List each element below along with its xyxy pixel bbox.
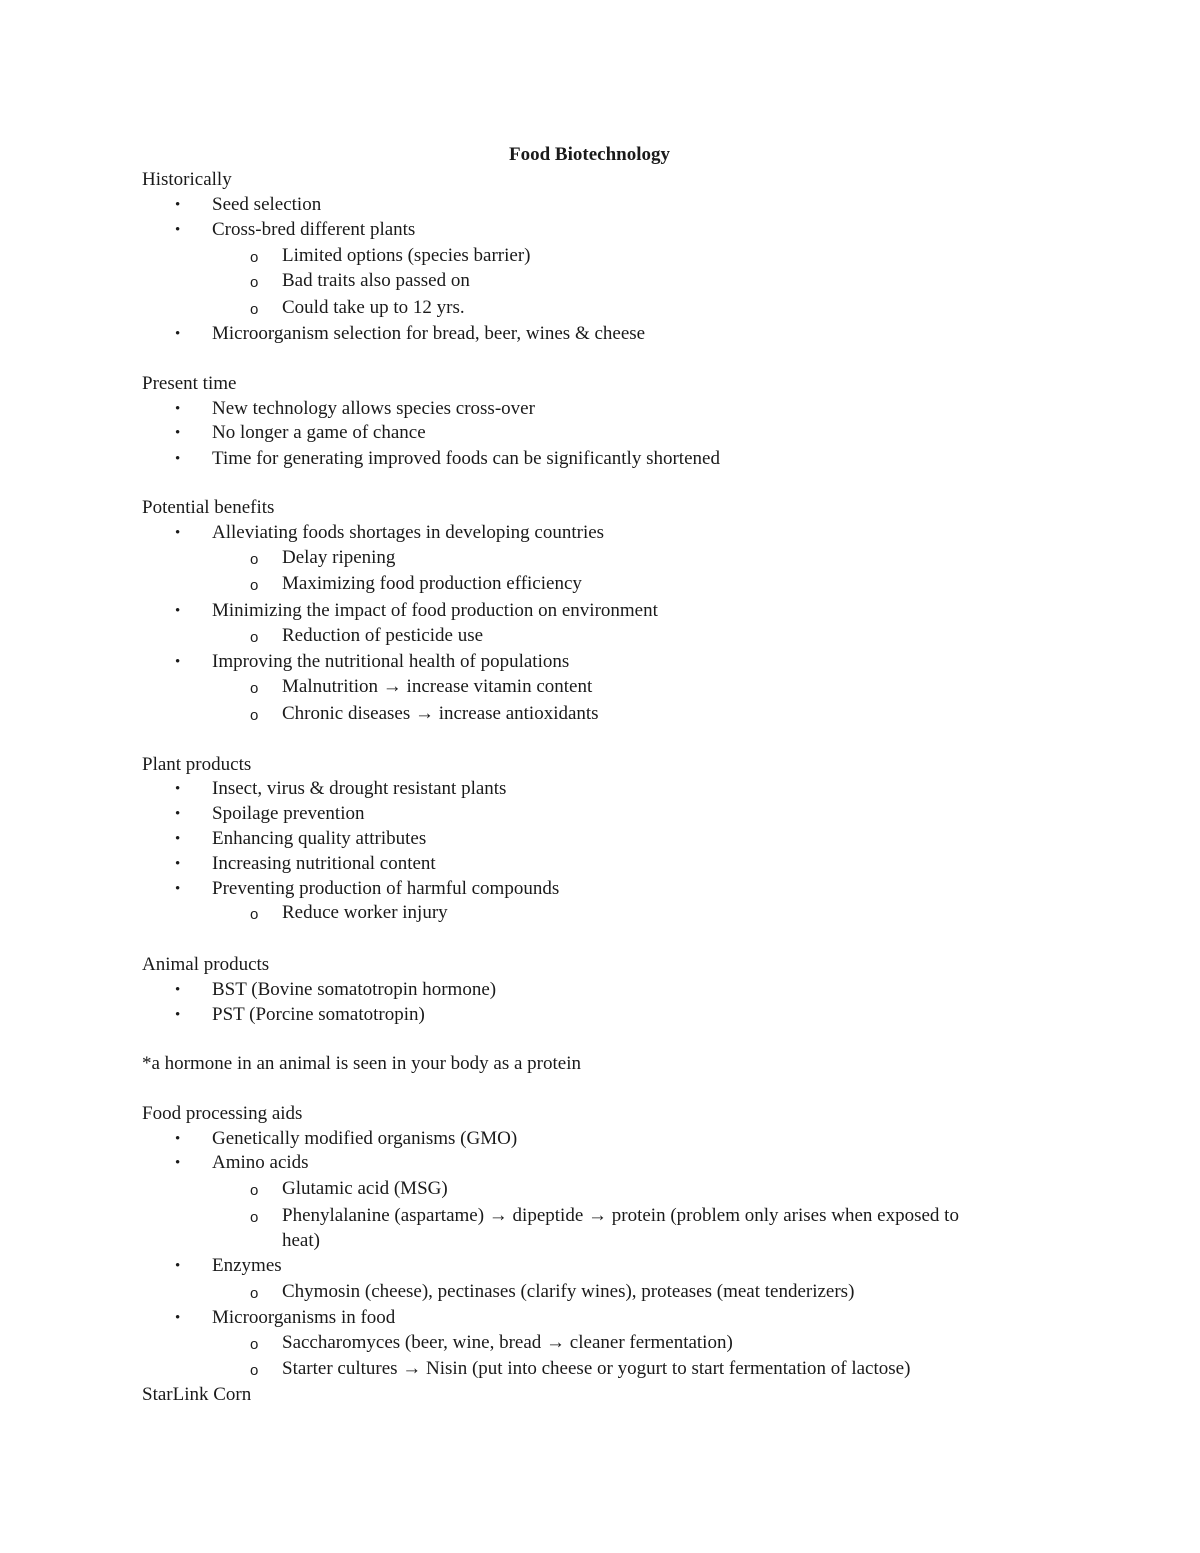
list-item: Enzymes	[212, 1255, 282, 1276]
list-item: Time for generating improved foods can be significantly shortened	[212, 448, 720, 469]
sub-bullet-marker: o	[250, 1362, 259, 1379]
bullet-marker: •	[175, 1258, 181, 1274]
sub-list-item: Glutamic acid (MSG)	[282, 1178, 448, 1199]
bullet-marker: •	[175, 1155, 181, 1171]
sub-list-item: Limited options (species barrier)	[282, 245, 531, 266]
sub-list-item: Could take up to 12 yrs.	[282, 297, 465, 318]
sub-list-item: Starter cultures → Nisin (put into cheese or yogurt to start fermentation of lactose)	[282, 1358, 911, 1379]
bullet-marker: •	[175, 881, 181, 897]
list-item: Microorganisms in food	[212, 1307, 396, 1328]
list-item: Increasing nutritional content	[212, 853, 436, 874]
sub-list-item: Maximizing food production efficiency	[282, 573, 582, 594]
sub-bullet-marker: o	[250, 707, 259, 724]
sub-list-item: Phenylalanine (aspartame) → dipeptide → protein (problem only arises when exposed to	[282, 1205, 959, 1226]
sub-bullet-marker: o	[250, 1285, 259, 1302]
section-heading: Potential benefits	[142, 497, 275, 518]
sub-list-item: Malnutrition → increase vitamin content	[282, 676, 593, 697]
section-heading: Plant products	[142, 754, 252, 775]
list-item: Minimizing the impact of food production on environment	[212, 600, 658, 621]
bullet-marker: •	[175, 781, 181, 797]
sub-list-item: Bad traits also passed on	[282, 270, 470, 291]
bullet-marker: •	[175, 222, 181, 238]
bullet-marker: •	[175, 831, 181, 847]
sub-bullet-marker: o	[250, 577, 259, 594]
list-item: Preventing production of harmful compounds	[212, 878, 560, 899]
list-item: Amino acids	[212, 1152, 309, 1173]
sub-bullet-marker: o	[250, 1209, 259, 1226]
section-heading: Historically	[142, 169, 232, 190]
list-item: PST (Porcine somatotropin)	[212, 1004, 425, 1025]
sub-bullet-marker: o	[250, 551, 259, 568]
sub-bullet-marker: o	[250, 249, 259, 266]
list-item: Spoilage prevention	[212, 803, 365, 824]
bullet-marker: •	[175, 1007, 181, 1023]
bullet-marker: •	[175, 806, 181, 822]
list-item: Seed selection	[212, 194, 322, 215]
bullet-marker: •	[175, 326, 181, 342]
sub-list-item: Chymosin (cheese), pectinases (clarify wines), proteases (meat tenderizers)	[282, 1281, 855, 1302]
bullet-marker: •	[175, 451, 181, 467]
sub-bullet-marker: o	[250, 1182, 259, 1199]
bullet-marker: •	[175, 982, 181, 998]
bullet-marker: •	[175, 425, 181, 441]
sub-list-item: heat)	[282, 1230, 320, 1251]
sub-list-item: Delay ripening	[282, 547, 396, 568]
section-heading: StarLink Corn	[142, 1384, 252, 1405]
bullet-marker: •	[175, 1310, 181, 1326]
section-heading: Animal products	[142, 954, 270, 975]
list-item: New technology allows species cross-over	[212, 398, 535, 419]
sub-list-item: Reduce worker injury	[282, 902, 448, 923]
sub-list-item: Saccharomyces (beer, wine, bread → cleaner fermentation)	[282, 1332, 733, 1353]
list-item: Insect, virus & drought resistant plants	[212, 778, 507, 799]
sub-bullet-marker: o	[250, 301, 259, 318]
list-item: No longer a game of chance	[212, 422, 426, 443]
bullet-marker: •	[175, 603, 181, 619]
bullet-marker: •	[175, 856, 181, 872]
sub-bullet-marker: o	[250, 680, 259, 697]
bullet-marker: •	[175, 525, 181, 541]
document-title: Food Biotechnology	[509, 144, 670, 165]
list-item: Microorganism selection for bread, beer, wines & cheese	[212, 323, 646, 344]
list-item: BST (Bovine somatotropin hormone)	[212, 979, 497, 1000]
sub-bullet-marker: o	[250, 1336, 259, 1353]
bullet-marker: •	[175, 401, 181, 417]
bullet-marker: •	[175, 654, 181, 670]
sub-list-item: Reduction of pesticide use	[282, 625, 484, 646]
sub-bullet-marker: o	[250, 629, 259, 646]
bullet-marker: •	[175, 1131, 181, 1147]
list-item: Improving the nutritional health of populations	[212, 651, 570, 672]
note-line: *a hormone in an animal is seen in your body as a protein	[142, 1053, 582, 1074]
list-item: Cross-bred different plants	[212, 219, 416, 240]
sub-list-item: Chronic diseases → increase antioxidants	[282, 703, 599, 724]
sub-bullet-marker: o	[250, 274, 259, 291]
list-item: Genetically modified organisms (GMO)	[212, 1128, 518, 1149]
sub-bullet-marker: o	[250, 906, 259, 923]
section-heading: Present time	[142, 373, 237, 394]
bullet-marker: •	[175, 197, 181, 213]
section-heading: Food processing aids	[142, 1103, 303, 1124]
list-item: Alleviating foods shortages in developing countries	[212, 522, 605, 543]
list-item: Enhancing quality attributes	[212, 828, 427, 849]
